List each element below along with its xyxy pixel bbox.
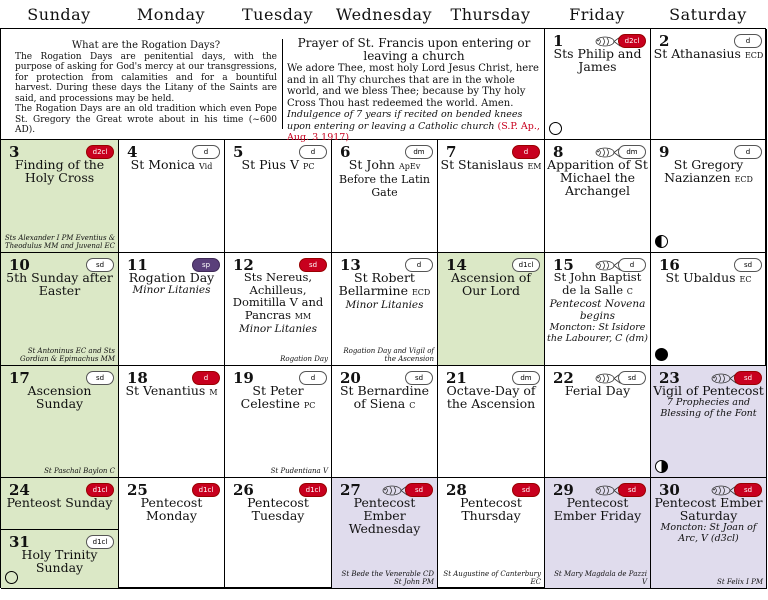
day-number: 19 [233,369,254,387]
feast-name: St Peter Celestine [240,383,304,411]
feast-name: Octave-Day of the Ascension [446,383,536,411]
day-header-sunday: Sunday [27,4,91,24]
feast-title [653,496,764,544]
feast-title [653,158,764,186]
feast-title [334,496,435,535]
day-cell-22[interactable] [545,366,651,478]
fish-icon [709,370,737,383]
rank-badge: sd [618,483,646,497]
feast-title [227,271,329,335]
rank-badge: sd [734,258,762,272]
rank-badge: d [734,145,762,159]
rank-badge: sd [86,371,114,385]
feast-title [547,271,648,344]
day-cell-21[interactable] [438,366,545,478]
day-number: 23 [659,369,680,387]
commemoration-note: St Felix I PM [717,578,763,586]
rank-badge: d [734,34,762,48]
rogation-paragraph-1: The Rogation Days are penitential days, with the purpose of asking for God's mercy at our transgressions, for protection from calamities and for a bountiful harvest. During these days the Litany of the Saints are said, and processions may be held. [15,51,277,104]
fish-icon [593,482,621,495]
day-cell-7[interactable] [438,140,545,253]
fish-icon [380,482,408,495]
day-number: 27 [340,481,361,499]
commemoration-note: Sts Alexander I PM Eventius & Theodulus MM and Juvenal EC [4,234,115,250]
feast-rank-abbrev: ECD [744,51,764,60]
day-number: 2 [659,32,670,50]
prayer-text: We adore Thee, most holy Lord Jesus Christ, here and in all Thy churches that are in the whole world, and we bless Thee; because by Thy holy Cross Thou hast redeemed the world. Amen. [287,63,539,109]
fish-icon [593,370,621,383]
feast-name: Vigil of Pentecost [653,383,764,398]
feast-name: Finding of the Holy Cross [14,157,105,185]
feast-name: Ascension Sunday [27,383,92,411]
day-number: 1 [553,32,564,50]
day-number: 20 [340,369,361,387]
feast-title [440,271,542,297]
rank-badge: sp [192,258,220,272]
day-number: 22 [553,369,574,387]
feast-name: St Gregory Nazianzen [664,157,744,185]
rank-badge: sd [734,483,762,497]
feast-title [3,384,116,410]
day-number: 21 [446,369,467,387]
feast-name: Pentecost Tuesday [247,495,309,523]
feast-rank-abbrev: Vid [199,162,213,171]
day-number: 26 [233,481,254,499]
day-cell-5[interactable] [225,140,332,253]
feast-name: Apparition of St Michael the Archangel [547,157,648,198]
feast-subtitle: Pentecost Novena begins [549,298,646,322]
day-number: 28 [446,481,467,499]
moon-phase-icon [5,571,18,584]
commemoration-note: St Bede the Venerable CD St John PM [341,570,434,586]
feast-name: Pentecost Ember Wednesday [348,495,421,536]
feast-rank-abbrev: ECD [411,288,431,297]
day-cell-31[interactable] [1,530,119,589]
feast-title [653,271,764,286]
feast-name: Penteost Sunday [6,495,113,510]
day-number: 16 [659,256,680,274]
feast-title [227,496,329,522]
feast-name: St Athanasius [653,46,741,61]
feast-title [121,158,222,173]
feast-title [547,47,648,73]
feast-rank-abbrev: ApEv [398,162,421,171]
commemoration-note: St Antoninus EC and Sts Gordian & Epimachus MM [20,347,115,363]
rank-badge: d [192,145,220,159]
feast-rank-abbrev: PC [303,401,316,410]
feast-name: Pentecost Ember Friday [553,495,642,523]
commemoration-note: Rogation Day [280,355,328,363]
feast-name: St Ubaldus [665,270,736,285]
day-header-friday: Friday [569,4,625,24]
day-number: 10 [9,256,30,274]
day-header-tuesday: Tuesday [242,4,313,24]
feast-note: Moncton: St Joan of Arc, V (d3cl) [660,522,757,544]
commemoration-note: St Mary Magdala de Pazzi V [554,570,647,586]
day-cell-6[interactable] [332,140,438,253]
feast-name: Sts Nereus, Achilleus, Domitilla V and Pancras [232,270,324,322]
day-number: 18 [127,369,148,387]
day-cell-27[interactable] [332,478,438,589]
feast-title [3,271,116,297]
day-number: 24 [9,481,30,499]
day-cell-17[interactable] [1,366,119,478]
commemoration-note: Rogation Day and Vigil of the Ascension [343,347,434,363]
feast-rank-abbrev: PC [302,162,315,171]
rank-badge: sd [405,483,433,497]
feast-rank-abbrev: EC [739,275,752,284]
rank-badge: d1cl [512,258,540,272]
feast-name: Pentecost Thursday [460,495,522,523]
day-number: 5 [233,143,244,161]
feast-name: St Stanislaus [440,157,524,172]
feast-title [440,384,542,410]
moon-phase-icon [655,235,668,248]
day-cell-8[interactable] [545,140,651,253]
feast-title [547,158,648,197]
feast-note: 7 Prophecies and Blessing of the Font [660,397,757,419]
fish-icon [593,144,621,157]
day-number: 9 [659,143,670,161]
calendar-grid [0,28,766,588]
info-divider [282,39,283,129]
day-number: 11 [127,256,148,274]
day-cell-23[interactable] [651,366,767,478]
feast-name: Holy Trinity Sunday [21,547,98,575]
rogation-heading: What are the Rogation Days? [71,40,221,51]
moon-phase-icon [655,460,668,473]
rank-badge: d [299,371,327,385]
rank-badge: d1cl [86,535,114,549]
rank-badge: d [618,258,646,272]
day-number: 4 [127,143,138,161]
feast-title [121,271,222,296]
fish-icon [593,33,621,46]
day-number: 13 [340,256,361,274]
feast-name: St John Baptist de la Salle [553,270,642,297]
day-cell-12[interactable] [225,253,332,366]
day-number: 12 [233,256,254,274]
feast-name: Ascension of Our Lord [450,270,531,298]
rank-badge: dm [512,371,540,385]
day-number: 3 [9,143,20,161]
day-cell-2[interactable] [651,29,767,140]
commemoration-note: St Paschal Baylon C [44,467,115,475]
feast-name: St Bernardine of Siena [339,383,430,411]
rogation-info [15,41,277,136]
prayer-heading: Prayer of St. Francis upon entering or leaving a church [297,36,531,63]
indulgence-reference: (S.P. Ap., Aug. 3 1917) [287,120,540,143]
rank-badge: sd [618,371,646,385]
feast-title [440,158,542,173]
rank-badge: d [192,371,220,385]
indulgence-text: Indulgence of 7 years if recited on bended knees upon entering or leaving a Catholic church [287,109,523,132]
feast-title [121,496,222,522]
feast-title [3,158,116,184]
feast-name: Sts Philip and James [553,46,642,74]
feast-title [334,158,435,199]
moon-phase-icon [655,348,668,361]
day-cell-26[interactable] [225,478,332,589]
feast-title [3,548,116,574]
feast-name: Ferial Day [564,383,631,398]
day-header-wednesday: Wednesday [335,4,433,24]
day-cell-4[interactable] [119,140,225,253]
feast-subtitle: Minor Litanies [132,284,211,296]
prayer-info [287,37,541,144]
feast-name: St John [348,157,395,172]
rank-badge: sd [734,371,762,385]
feast-name: St Robert Bellarmine [338,270,415,298]
day-cell-29[interactable] [545,478,651,589]
day-cell-20[interactable] [332,366,438,478]
commemoration-note: St Augustine of Canterbury EC [443,570,541,586]
commemoration-note: St Pudentiana V [270,467,328,475]
feast-title [334,271,435,311]
day-cell-9[interactable] [651,140,767,253]
feast-name: St Venantius [125,383,206,398]
feast-name: St Monica [130,157,196,172]
feast-name-line2: Before the Latin Gate [339,173,430,199]
info-panel [1,29,545,143]
day-cell-10[interactable] [1,253,119,366]
feast-name: Pentecost Monday [140,495,203,523]
feast-name: St Pius V [241,157,299,172]
feast-title [440,496,542,522]
feast-rank-abbrev: MM [294,311,312,321]
day-cell-25[interactable] [119,478,225,589]
feast-title [547,496,648,522]
feast-rank-abbrev: EM [527,162,542,171]
day-cell-28[interactable] [438,478,545,589]
day-number: 25 [127,481,148,499]
day-cell-1[interactable] [545,29,651,140]
day-number: 6 [340,143,351,161]
day-cell-15[interactable] [545,253,651,366]
rank-badge: d1cl [86,483,114,497]
rank-badge: sd [405,371,433,385]
rank-badge: d1cl [192,483,220,497]
day-header-thursday: Thursday [450,4,531,24]
rank-badge: dm [405,145,433,159]
fish-icon [593,257,621,270]
day-cell-16[interactable] [651,253,767,366]
rank-badge: d [405,258,433,272]
feast-subtitle: Minor Litanies [238,323,318,335]
day-header-saturday: Saturday [669,4,747,24]
feast-rank-abbrev: ECD [734,175,753,184]
day-cell-18[interactable] [119,366,225,478]
day-number: 30 [659,481,680,499]
feast-note: Moncton: St Isidore the Labourer, C (dm) [547,322,648,344]
day-cell-30[interactable] [651,478,767,589]
feast-name: Rogation Day [128,270,215,285]
feast-name: 5th Sunday after Easter [6,270,113,298]
feast-rank-abbrev: C [409,401,416,410]
day-header-monday: Monday [136,4,206,24]
day-number: 8 [553,143,564,161]
day-cell-11[interactable] [119,253,225,366]
feast-title [121,384,222,399]
rank-badge: d [299,145,327,159]
rank-badge: d2cl [618,34,646,48]
indulgence-note [287,109,541,144]
feast-title [653,384,764,419]
feast-title [227,384,329,412]
feast-subtitle: Minor Litanies [345,299,424,311]
feast-title [3,496,116,509]
rank-badge: sd [299,258,327,272]
day-cell-13[interactable] [332,253,438,366]
day-number: 29 [553,481,574,499]
day-cell-14[interactable] [438,253,545,366]
day-cell-19[interactable] [225,366,332,478]
fish-icon [709,482,737,495]
day-cell-3[interactable] [1,140,119,253]
feast-name: Pentecost Ember Saturday [654,495,763,523]
day-number: 14 [446,256,467,274]
day-number: 31 [9,533,30,551]
feast-title [334,384,435,412]
rank-badge: dm [618,145,646,159]
rank-badge: d2cl [86,145,114,159]
feast-rank-abbrev: M [209,388,218,397]
feast-title [547,384,648,397]
day-cell-24[interactable] [1,478,119,530]
day-number: 15 [553,256,574,274]
rank-badge: d1cl [299,483,327,497]
feast-rank-abbrev: C [626,286,633,296]
day-number: 7 [446,143,457,161]
rank-badge: sd [86,258,114,272]
moon-phase-icon [549,122,562,135]
feast-title [653,47,764,62]
day-number: 17 [9,369,30,387]
rogation-paragraph-2: The Rogation Days are an old tradition which even Pope St. Gregory the Great wrote about in his time (~600 AD). [15,104,277,135]
feast-title [227,158,329,173]
rank-badge: d [512,145,540,159]
rank-badge: sd [512,483,540,497]
